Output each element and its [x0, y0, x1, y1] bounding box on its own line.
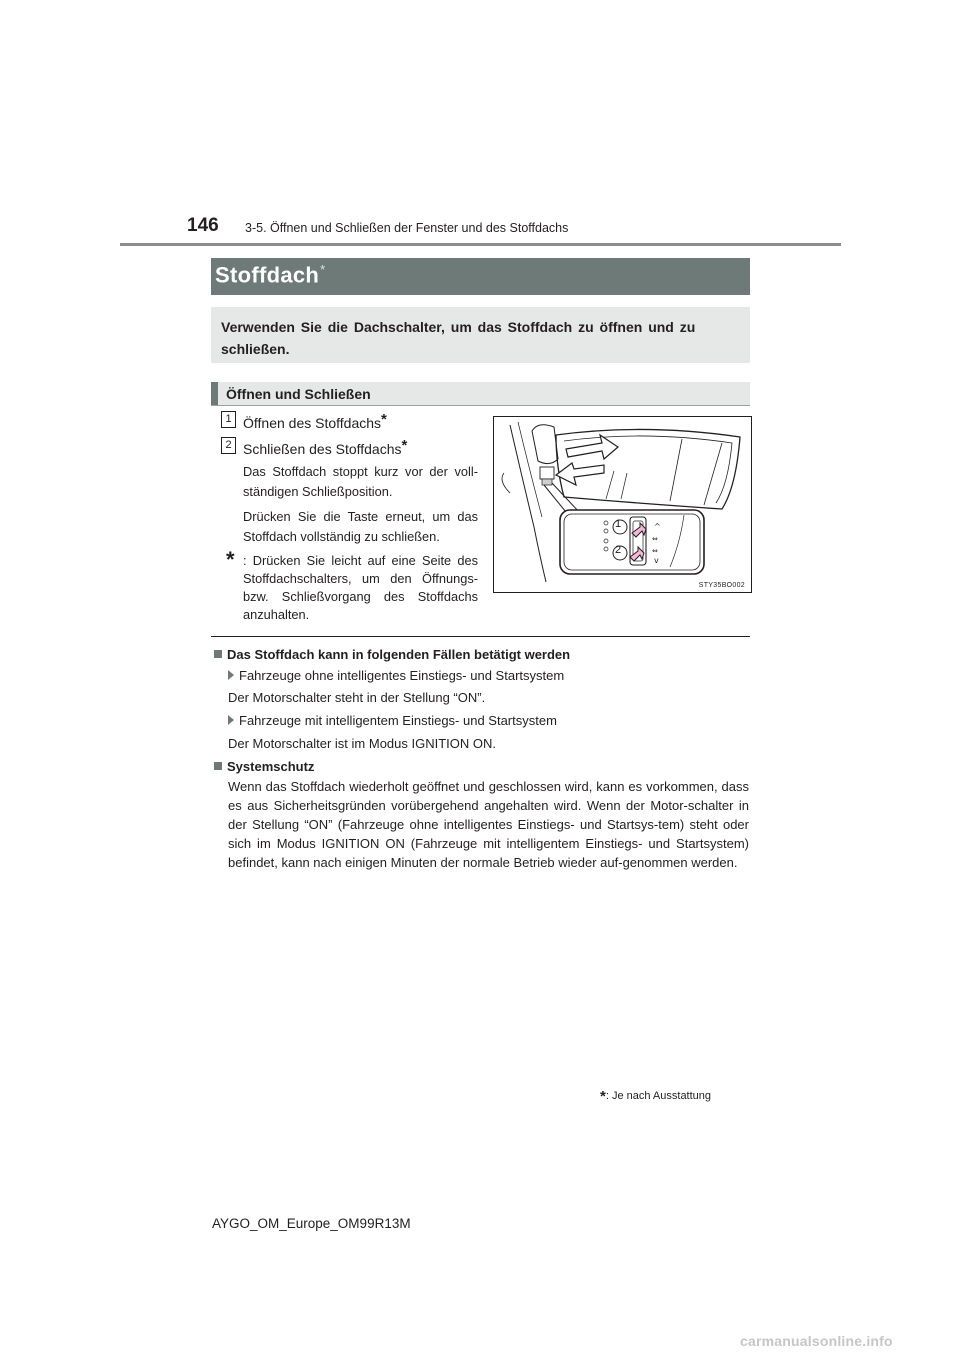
system-protection-text: Wenn das Stoffdach wiederholt geöffnet und geschlossen wird, kann es vorkommen, dass es aus Sicherheitsgründen vorübergehend angehalten wird. Wenn der Motor-schalter in der Stellung “ON” (Fahrzeuge ohne intelligentes Einstiegs- und Startsys-tem) steht oder sich im Modus IGNITION ON (Fahrzeuge mit intelligentem Einstiegs- und Startsystem) befindet, kann nach einigen Minuten der normale Betrieb wieder auf-genommen werden. [228, 779, 749, 870]
item-open-roof [243, 411, 387, 431]
bullet-without-smart-entry [228, 668, 564, 683]
footnote-asterisk: * [226, 547, 235, 572]
subsection-title: Öffnen und Schließen [226, 386, 371, 402]
bullet-with-smart-entry-text: Fahrzeuge mit intelligentem Einstiegs- und Startsystem [239, 713, 557, 728]
item-open-roof-label: Öffnen des Stoffdachs [243, 415, 382, 431]
intro-text: Verwenden Sie die Dachschalter, um das Stoffdach zu öffnen und zu schließen. [221, 319, 696, 357]
illustration-code: STY35BO002 [698, 582, 745, 589]
bullet-with-smart-entry [228, 713, 557, 728]
section-title-label: Stoffdach [215, 262, 320, 288]
illustration-drawing [494, 417, 751, 592]
operation-conditions-heading [214, 647, 570, 662]
item-number-2: 2 [221, 437, 236, 454]
svg-text:^: ^ [654, 522, 661, 531]
condition-on-line: Der Motorschalter steht in der Stellung “ON”. [228, 690, 486, 705]
svg-text:⇔: ⇔ [652, 547, 658, 555]
item-close-asterisk: * [401, 437, 408, 454]
system-protection-title: Systemschutz [227, 759, 315, 774]
bullet-without-smart-entry-text: Fahrzeuge ohne intelligentes Einstiegs- und Startsystem [239, 668, 565, 683]
operation-conditions-title: Das Stoffdach kann in folgenden Fällen betätigt werden [227, 647, 571, 662]
square-bullet-icon [214, 650, 222, 658]
legend-text: : Je nach Ausstattung [605, 1090, 712, 1102]
triangle-bullet-icon [228, 670, 234, 680]
breadcrumb: 3-5. Öffnen und Schließen der Fenster und des Stoffdachs [245, 221, 569, 235]
item-open-asterisk: * [381, 411, 387, 428]
note-press-again: Drücken Sie die Taste erneut, um das Stoffdach vollständig zu schließen. [243, 509, 478, 544]
svg-text:v: v [654, 556, 659, 565]
legend-asterisk: * [600, 1088, 606, 1105]
footnote-text: : Drücken Sie leicht auf eine Seite des Stoffdachschalters, um den Öffnungs- bzw. Schließvorgang des Stoffdachs anzuhalten. [243, 553, 478, 622]
roof-switch-illustration [493, 416, 752, 593]
page-number: 146 [187, 215, 219, 236]
header-rule [120, 243, 841, 246]
watermark: carmanualsonline.info [740, 1333, 893, 1349]
note-stop-before-close: Das Stoffdach stoppt kurz vor der voll-ständigen Schließposition. [243, 464, 478, 499]
callout-2: 2 [615, 544, 622, 556]
item-number-1: 1 [221, 411, 236, 428]
svg-text:⇔: ⇔ [652, 535, 658, 543]
section-title [215, 262, 326, 288]
subsection-accent [211, 382, 218, 405]
condition-ignition-line: Der Motorschalter ist im Modus IGNITION ON. [228, 736, 496, 751]
title-asterisk: * [320, 262, 326, 277]
footer-code: AYGO_OM_Europe_OM99R13M [212, 1216, 411, 1231]
item-close-roof [243, 437, 407, 457]
item-close-roof-label: Schließen des Stoffdachs [243, 441, 402, 457]
legend [600, 1088, 711, 1105]
callout-1: 1 [615, 518, 622, 530]
triangle-bullet-icon [228, 715, 234, 725]
square-bullet-icon [214, 762, 222, 770]
system-protection-heading [214, 759, 314, 774]
separator-rule [211, 636, 750, 637]
